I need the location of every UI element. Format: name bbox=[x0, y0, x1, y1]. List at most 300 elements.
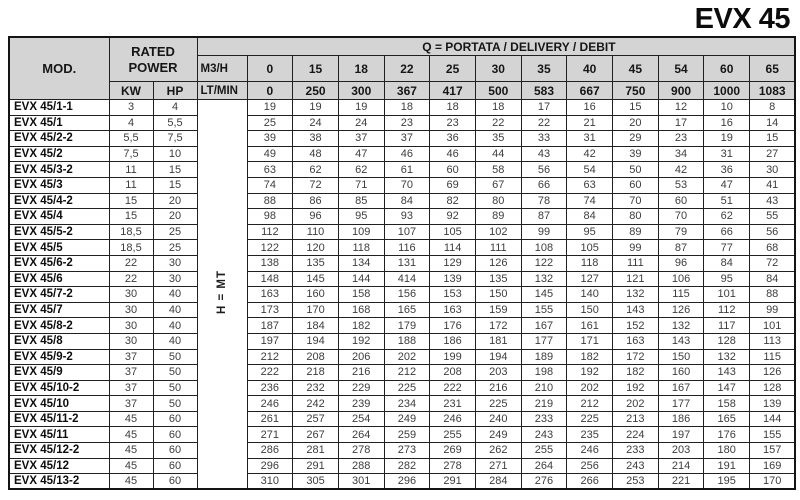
head-value-cell: 284 bbox=[475, 474, 521, 490]
ltmin-value-cell: 250 bbox=[293, 82, 339, 100]
head-value-cell: 31 bbox=[567, 131, 613, 147]
head-value-cell: 259 bbox=[384, 427, 430, 443]
table-row bbox=[9, 240, 795, 256]
m3h-value-cell: 18 bbox=[338, 56, 384, 82]
head-value-cell: 98 bbox=[247, 209, 293, 225]
head-value-cell: 192 bbox=[338, 333, 384, 349]
head-value-cell: 62 bbox=[338, 162, 384, 178]
head-value-cell: 177 bbox=[658, 396, 704, 412]
head-value-cell: 18 bbox=[430, 100, 476, 116]
head-value-cell: 144 bbox=[750, 411, 796, 427]
head-value-cell: 111 bbox=[475, 240, 521, 256]
head-value-cell: 21 bbox=[567, 115, 613, 131]
head-value-cell: 218 bbox=[293, 365, 339, 381]
model-cell: EVX 45/9 bbox=[9, 365, 109, 381]
head-value-cell: 49 bbox=[247, 146, 293, 162]
table-row bbox=[9, 396, 795, 412]
rated-power-header: RATED POWER bbox=[109, 37, 197, 82]
head-value-cell: 246 bbox=[567, 443, 613, 459]
head-value-cell: 212 bbox=[247, 349, 293, 365]
head-value-cell: 116 bbox=[384, 240, 430, 256]
m3h-value-cell: 60 bbox=[704, 56, 750, 82]
delivery-header: Q = PORTATA / DELIVERY / DEBIT bbox=[197, 37, 795, 56]
head-value-cell: 189 bbox=[521, 349, 567, 365]
kw-cell: 30 bbox=[109, 333, 153, 349]
head-value-cell: 37 bbox=[384, 131, 430, 147]
head-value-cell: 264 bbox=[521, 458, 567, 474]
head-value-cell: 121 bbox=[613, 271, 659, 287]
ltmin-value-row bbox=[9, 82, 795, 100]
hp-cell: 30 bbox=[153, 255, 197, 271]
hp-cell: 10 bbox=[153, 146, 197, 162]
head-value-cell: 240 bbox=[475, 411, 521, 427]
head-value-cell: 126 bbox=[750, 365, 796, 381]
head-value-cell: 34 bbox=[658, 146, 704, 162]
head-value-cell: 186 bbox=[430, 333, 476, 349]
model-cell: EVX 45/6 bbox=[9, 271, 109, 287]
head-value-cell: 10 bbox=[704, 100, 750, 116]
head-value-cell: 143 bbox=[704, 365, 750, 381]
head-value-cell: 414 bbox=[384, 271, 430, 287]
head-value-cell: 23 bbox=[430, 115, 476, 131]
head-value-cell: 19 bbox=[338, 100, 384, 116]
head-value-cell: 222 bbox=[247, 365, 293, 381]
head-value-cell: 27 bbox=[750, 146, 796, 162]
head-value-cell: 66 bbox=[521, 177, 567, 193]
head-value-cell: 172 bbox=[613, 349, 659, 365]
head-value-cell: 150 bbox=[475, 287, 521, 303]
table-row bbox=[9, 287, 795, 303]
head-value-cell: 120 bbox=[293, 240, 339, 256]
head-value-cell: 56 bbox=[750, 224, 796, 240]
hp-cell: 25 bbox=[153, 240, 197, 256]
head-value-cell: 95 bbox=[338, 209, 384, 225]
head-value-cell: 58 bbox=[475, 162, 521, 178]
head-value-cell: 165 bbox=[384, 302, 430, 318]
kw-cell: 30 bbox=[109, 302, 153, 318]
kw-cell: 45 bbox=[109, 458, 153, 474]
head-value-cell: 229 bbox=[338, 380, 384, 396]
head-value-cell: 29 bbox=[613, 131, 659, 147]
head-value-cell: 232 bbox=[293, 380, 339, 396]
head-value-cell: 261 bbox=[247, 411, 293, 427]
head-value-cell: 169 bbox=[750, 458, 796, 474]
head-value-cell: 269 bbox=[430, 443, 476, 459]
head-value-cell: 176 bbox=[704, 427, 750, 443]
head-value-cell: 38 bbox=[293, 131, 339, 147]
model-cell: EVX 45/2-2 bbox=[9, 131, 109, 147]
head-value-cell: 99 bbox=[521, 224, 567, 240]
head-value-cell: 243 bbox=[613, 458, 659, 474]
kw-cell: 22 bbox=[109, 255, 153, 271]
head-value-cell: 194 bbox=[475, 349, 521, 365]
head-value-cell: 126 bbox=[658, 302, 704, 318]
kw-cell: 45 bbox=[109, 443, 153, 459]
hp-cell: 60 bbox=[153, 474, 197, 490]
head-value-cell: 70 bbox=[658, 209, 704, 225]
head-value-cell: 171 bbox=[567, 333, 613, 349]
head-value-cell: 24 bbox=[293, 115, 339, 131]
kw-cell: 11 bbox=[109, 177, 153, 193]
head-value-cell: 286 bbox=[247, 443, 293, 459]
head-value-cell: 281 bbox=[293, 443, 339, 459]
table-row bbox=[9, 100, 795, 116]
h-mt-unit-cell bbox=[197, 100, 247, 490]
head-value-cell: 173 bbox=[247, 302, 293, 318]
table-row bbox=[9, 193, 795, 209]
hp-cell: 50 bbox=[153, 380, 197, 396]
head-value-cell: 35 bbox=[475, 131, 521, 147]
head-value-cell: 23 bbox=[658, 131, 704, 147]
head-value-cell: 17 bbox=[521, 100, 567, 116]
head-value-cell: 150 bbox=[567, 302, 613, 318]
model-cell: EVX 45/4-2 bbox=[9, 193, 109, 209]
head-value-cell: 225 bbox=[567, 411, 613, 427]
head-value-cell: 161 bbox=[567, 318, 613, 334]
kw-cell: 15 bbox=[109, 209, 153, 225]
head-value-cell: 95 bbox=[567, 224, 613, 240]
table-row bbox=[9, 443, 795, 459]
head-value-cell: 89 bbox=[475, 209, 521, 225]
head-value-cell: 43 bbox=[750, 193, 796, 209]
head-value-cell: 19 bbox=[704, 131, 750, 147]
head-value-cell: 48 bbox=[293, 146, 339, 162]
hp-cell: 5,5 bbox=[153, 115, 197, 131]
hp-cell: 7,5 bbox=[153, 131, 197, 147]
kw-cell: 45 bbox=[109, 427, 153, 443]
head-value-cell: 135 bbox=[293, 255, 339, 271]
ltmin-value-cell: 667 bbox=[567, 82, 613, 100]
kw-cell: 30 bbox=[109, 287, 153, 303]
head-value-cell: 145 bbox=[521, 287, 567, 303]
m3h-value-cell: 65 bbox=[750, 56, 796, 82]
head-value-cell: 84 bbox=[704, 255, 750, 271]
m3h-value-cell: 35 bbox=[521, 56, 567, 82]
head-value-cell: 43 bbox=[521, 146, 567, 162]
model-cell: EVX 45/4 bbox=[9, 209, 109, 225]
head-value-cell: 93 bbox=[384, 209, 430, 225]
head-value-cell: 167 bbox=[521, 318, 567, 334]
table-body bbox=[9, 100, 795, 490]
head-value-cell: 163 bbox=[430, 302, 476, 318]
head-value-cell: 99 bbox=[613, 240, 659, 256]
head-value-cell: 16 bbox=[567, 100, 613, 116]
head-value-cell: 25 bbox=[247, 115, 293, 131]
head-value-cell: 221 bbox=[658, 474, 704, 490]
head-value-cell: 129 bbox=[430, 255, 476, 271]
head-value-cell: 291 bbox=[430, 474, 476, 490]
model-cell: EVX 45/2 bbox=[9, 146, 109, 162]
ltmin-value-cell: 417 bbox=[430, 82, 476, 100]
head-value-cell: 158 bbox=[704, 396, 750, 412]
head-value-cell: 105 bbox=[567, 240, 613, 256]
model-cell: EVX 45/12-2 bbox=[9, 443, 109, 459]
table-row bbox=[9, 177, 795, 193]
head-value-cell: 210 bbox=[521, 380, 567, 396]
head-value-cell: 36 bbox=[430, 131, 476, 147]
head-value-cell: 199 bbox=[430, 349, 476, 365]
kw-cell: 18,5 bbox=[109, 240, 153, 256]
model-cell: EVX 45/5-2 bbox=[9, 224, 109, 240]
head-value-cell: 14 bbox=[750, 115, 796, 131]
head-value-cell: 208 bbox=[430, 365, 476, 381]
head-value-cell: 74 bbox=[567, 193, 613, 209]
head-value-cell: 188 bbox=[384, 333, 430, 349]
head-value-cell: 305 bbox=[293, 474, 339, 490]
head-value-cell: 78 bbox=[521, 193, 567, 209]
head-value-cell: 87 bbox=[658, 240, 704, 256]
head-value-cell: 266 bbox=[567, 474, 613, 490]
m3h-value-cell: 54 bbox=[658, 56, 704, 82]
head-value-cell: 112 bbox=[247, 224, 293, 240]
table-row bbox=[9, 162, 795, 178]
head-value-cell: 109 bbox=[338, 224, 384, 240]
head-value-cell: 69 bbox=[430, 177, 476, 193]
head-value-cell: 198 bbox=[521, 365, 567, 381]
head-value-cell: 30 bbox=[750, 162, 796, 178]
hp-cell: 20 bbox=[153, 209, 197, 225]
head-value-cell: 267 bbox=[293, 427, 339, 443]
table-row bbox=[9, 224, 795, 240]
table-header bbox=[9, 37, 795, 100]
kw-cell: 22 bbox=[109, 271, 153, 287]
head-value-cell: 18 bbox=[384, 100, 430, 116]
head-value-cell: 139 bbox=[750, 396, 796, 412]
head-value-cell: 243 bbox=[521, 427, 567, 443]
head-value-cell: 60 bbox=[430, 162, 476, 178]
head-value-cell: 214 bbox=[658, 458, 704, 474]
head-value-cell: 126 bbox=[475, 255, 521, 271]
head-value-cell: 222 bbox=[430, 380, 476, 396]
model-cell: EVX 45/11-2 bbox=[9, 411, 109, 427]
head-value-cell: 231 bbox=[430, 396, 476, 412]
head-value-cell: 60 bbox=[613, 177, 659, 193]
head-value-cell: 54 bbox=[567, 162, 613, 178]
table-row bbox=[9, 365, 795, 381]
table-row bbox=[9, 411, 795, 427]
head-value-cell: 15 bbox=[613, 100, 659, 116]
table-row bbox=[9, 131, 795, 147]
head-value-cell: 50 bbox=[613, 162, 659, 178]
head-value-cell: 127 bbox=[567, 271, 613, 287]
head-value-cell: 139 bbox=[430, 271, 476, 287]
kw-column-header: KW bbox=[109, 82, 153, 100]
head-value-cell: 74 bbox=[247, 177, 293, 193]
head-value-cell: 177 bbox=[521, 333, 567, 349]
head-value-cell: 273 bbox=[384, 443, 430, 459]
head-value-cell: 255 bbox=[521, 443, 567, 459]
head-value-cell: 197 bbox=[658, 427, 704, 443]
head-value-cell: 63 bbox=[247, 162, 293, 178]
head-value-cell: 203 bbox=[658, 443, 704, 459]
head-value-cell: 111 bbox=[613, 255, 659, 271]
head-value-cell: 170 bbox=[750, 474, 796, 490]
head-value-cell: 131 bbox=[384, 255, 430, 271]
head-value-cell: 67 bbox=[475, 177, 521, 193]
head-value-cell: 143 bbox=[613, 302, 659, 318]
head-value-cell: 80 bbox=[475, 193, 521, 209]
head-value-cell: 282 bbox=[384, 458, 430, 474]
head-value-cell: 271 bbox=[475, 458, 521, 474]
kw-cell: 15 bbox=[109, 193, 153, 209]
model-cell: EVX 45/11 bbox=[9, 427, 109, 443]
head-value-cell: 85 bbox=[338, 193, 384, 209]
ltmin-value-cell: 583 bbox=[521, 82, 567, 100]
table-row bbox=[9, 333, 795, 349]
head-value-cell: 225 bbox=[475, 396, 521, 412]
kw-cell: 4 bbox=[109, 115, 153, 131]
head-value-cell: 225 bbox=[384, 380, 430, 396]
head-value-cell: 41 bbox=[750, 177, 796, 193]
m3h-value-cell: 30 bbox=[475, 56, 521, 82]
head-value-cell: 18 bbox=[475, 100, 521, 116]
head-value-cell: 249 bbox=[475, 427, 521, 443]
head-value-cell: 87 bbox=[521, 209, 567, 225]
model-cell: EVX 45/13-2 bbox=[9, 474, 109, 490]
head-value-cell: 202 bbox=[613, 396, 659, 412]
head-value-cell: 233 bbox=[521, 411, 567, 427]
head-value-cell: 186 bbox=[658, 411, 704, 427]
m3h-value-cell: 0 bbox=[247, 56, 293, 82]
head-value-cell: 24 bbox=[338, 115, 384, 131]
head-value-cell: 95 bbox=[704, 271, 750, 287]
head-value-cell: 68 bbox=[750, 240, 796, 256]
head-value-cell: 234 bbox=[384, 396, 430, 412]
head-value-cell: 253 bbox=[613, 474, 659, 490]
table-row bbox=[9, 271, 795, 287]
head-value-cell: 47 bbox=[338, 146, 384, 162]
head-value-cell: 202 bbox=[567, 380, 613, 396]
header-row-top bbox=[9, 37, 795, 56]
head-value-cell: 135 bbox=[475, 271, 521, 287]
kw-cell: 11 bbox=[109, 162, 153, 178]
head-value-cell: 42 bbox=[658, 162, 704, 178]
kw-cell: 30 bbox=[109, 318, 153, 334]
head-value-cell: 246 bbox=[247, 396, 293, 412]
head-value-cell: 122 bbox=[521, 255, 567, 271]
head-value-cell: 96 bbox=[658, 255, 704, 271]
head-value-cell: 105 bbox=[430, 224, 476, 240]
head-value-cell: 301 bbox=[338, 474, 384, 490]
head-value-cell: 219 bbox=[521, 396, 567, 412]
table-row bbox=[9, 255, 795, 271]
head-value-cell: 257 bbox=[293, 411, 339, 427]
head-value-cell: 47 bbox=[704, 177, 750, 193]
kw-cell: 18,5 bbox=[109, 224, 153, 240]
head-value-cell: 79 bbox=[658, 224, 704, 240]
model-cell: EVX 45/12 bbox=[9, 458, 109, 474]
head-value-cell: 163 bbox=[247, 287, 293, 303]
head-value-cell: 278 bbox=[338, 443, 384, 459]
model-cell: EVX 45/10 bbox=[9, 396, 109, 412]
kw-cell: 37 bbox=[109, 396, 153, 412]
ltmin-value-cell: 500 bbox=[475, 82, 521, 100]
hp-cell: 40 bbox=[153, 287, 197, 303]
head-value-cell: 191 bbox=[704, 458, 750, 474]
hp-cell: 50 bbox=[153, 396, 197, 412]
head-value-cell: 147 bbox=[704, 380, 750, 396]
head-value-cell: 36 bbox=[704, 162, 750, 178]
head-value-cell: 39 bbox=[247, 131, 293, 147]
head-value-cell: 208 bbox=[293, 349, 339, 365]
ltmin-unit-label: LT/MIN bbox=[197, 82, 247, 100]
head-value-cell: 195 bbox=[704, 474, 750, 490]
kw-cell: 45 bbox=[109, 474, 153, 490]
head-value-cell: 132 bbox=[704, 349, 750, 365]
head-value-cell: 89 bbox=[613, 224, 659, 240]
head-value-cell: 158 bbox=[338, 287, 384, 303]
m3h-unit-label: M3/H bbox=[197, 56, 247, 82]
head-value-cell: 84 bbox=[384, 193, 430, 209]
head-value-cell: 167 bbox=[658, 380, 704, 396]
head-value-cell: 42 bbox=[567, 146, 613, 162]
hp-cell: 40 bbox=[153, 333, 197, 349]
head-value-cell: 80 bbox=[613, 209, 659, 225]
head-value-cell: 163 bbox=[613, 333, 659, 349]
table-row bbox=[9, 318, 795, 334]
hp-cell: 4 bbox=[153, 100, 197, 116]
head-value-cell: 212 bbox=[384, 365, 430, 381]
head-value-cell: 82 bbox=[430, 193, 476, 209]
head-value-cell: 55 bbox=[750, 209, 796, 225]
head-value-cell: 62 bbox=[704, 209, 750, 225]
hp-cell: 15 bbox=[153, 177, 197, 193]
ltmin-value-cell: 750 bbox=[613, 82, 659, 100]
model-cell: EVX 45/5 bbox=[9, 240, 109, 256]
head-value-cell: 179 bbox=[384, 318, 430, 334]
ltmin-value-cell: 0 bbox=[247, 82, 293, 100]
head-value-cell: 254 bbox=[338, 411, 384, 427]
head-value-cell: 152 bbox=[613, 318, 659, 334]
head-value-cell: 96 bbox=[293, 209, 339, 225]
head-value-cell: 296 bbox=[247, 458, 293, 474]
kw-cell: 5,5 bbox=[109, 131, 153, 147]
head-value-cell: 132 bbox=[521, 271, 567, 287]
head-value-cell: 182 bbox=[613, 365, 659, 381]
hp-cell: 25 bbox=[153, 224, 197, 240]
head-value-cell: 194 bbox=[293, 333, 339, 349]
head-value-cell: 291 bbox=[293, 458, 339, 474]
table-row bbox=[9, 380, 795, 396]
head-value-cell: 157 bbox=[750, 443, 796, 459]
model-cell: EVX 45/1-1 bbox=[9, 100, 109, 116]
head-value-cell: 46 bbox=[384, 146, 430, 162]
model-cell: EVX 45/3-2 bbox=[9, 162, 109, 178]
head-value-cell: 46 bbox=[430, 146, 476, 162]
head-value-cell: 53 bbox=[658, 177, 704, 193]
head-value-cell: 118 bbox=[338, 240, 384, 256]
head-value-cell: 310 bbox=[247, 474, 293, 490]
m3h-value-cell: 40 bbox=[567, 56, 613, 82]
kw-cell: 37 bbox=[109, 349, 153, 365]
head-value-cell: 20 bbox=[613, 115, 659, 131]
head-value-cell: 184 bbox=[293, 318, 339, 334]
table-row bbox=[9, 474, 795, 490]
head-value-cell: 86 bbox=[293, 193, 339, 209]
model-cell: EVX 45/9-2 bbox=[9, 349, 109, 365]
head-value-cell: 197 bbox=[247, 333, 293, 349]
head-value-cell: 155 bbox=[521, 302, 567, 318]
head-value-cell: 160 bbox=[658, 365, 704, 381]
ltmin-value-cell: 367 bbox=[384, 82, 430, 100]
head-value-cell: 176 bbox=[430, 318, 476, 334]
head-value-cell: 235 bbox=[567, 427, 613, 443]
ltmin-value-cell: 300 bbox=[338, 82, 384, 100]
table-row bbox=[9, 302, 795, 318]
head-value-cell: 61 bbox=[384, 162, 430, 178]
hp-cell: 50 bbox=[153, 349, 197, 365]
head-value-cell: 140 bbox=[567, 287, 613, 303]
